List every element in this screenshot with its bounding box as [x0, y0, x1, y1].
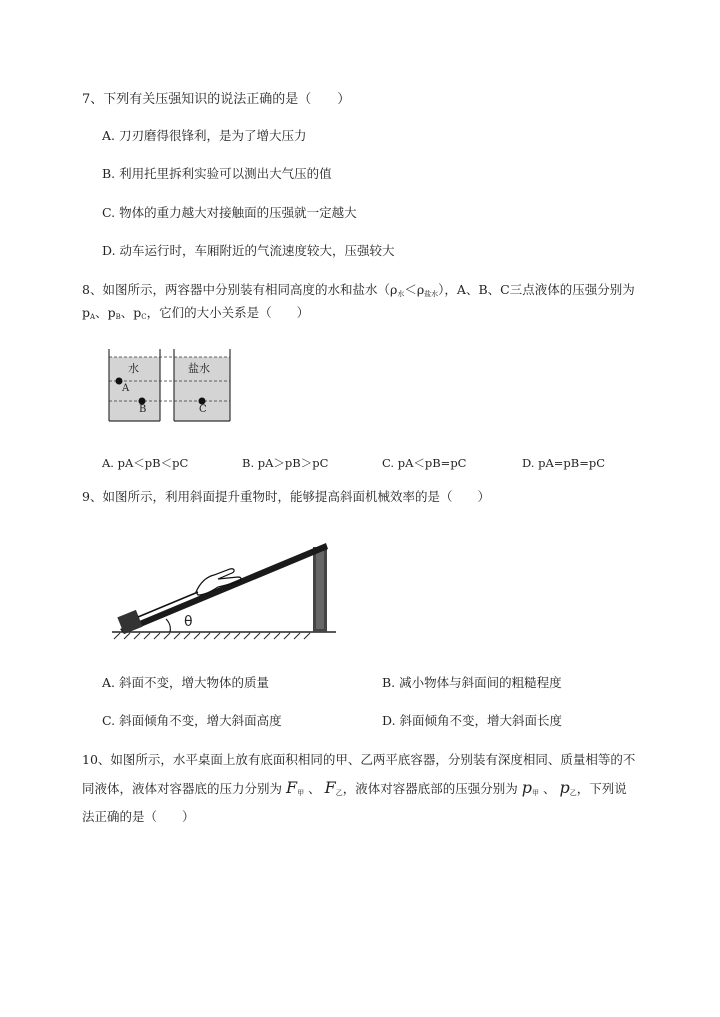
option-text: 斜面不变，增大物体的质量: [119, 675, 270, 690]
p-symbol: 、p: [120, 305, 142, 320]
option-label: D.: [382, 713, 396, 728]
subscript-b: B: [115, 313, 121, 321]
force-symbol: F: [286, 778, 298, 797]
q10-text-c: ，下列说: [576, 781, 627, 796]
q10-text-b: ，液体对容器底部的压强分别为: [342, 781, 518, 796]
pressure-symbol: p: [521, 778, 532, 797]
saltwater-label: 盐水: [188, 362, 210, 375]
water-label: 水: [128, 362, 139, 375]
q9-option-a[interactable]: [102, 675, 269, 691]
option-label: D.: [102, 243, 116, 258]
option-text: 利用托里拆利实验可以测出大气压的值: [119, 166, 332, 181]
option-label: C.: [382, 456, 395, 470]
p-symbol: 、p: [95, 305, 116, 320]
option-text: 刀刃磨得很锋利，是为了增大压力: [119, 128, 307, 143]
subscript-c: C: [141, 313, 147, 321]
separator: 、: [308, 781, 321, 796]
q8-containers-figure: [108, 347, 232, 423]
q9-incline-figure: [108, 535, 338, 645]
option-label: B.: [102, 166, 116, 181]
q8-option-c[interactable]: [382, 455, 466, 471]
option-text: pA＜pB=pC: [397, 456, 467, 470]
subscript-yi: 乙: [335, 789, 343, 797]
less-than-rho: ＜ρ: [404, 282, 425, 297]
option-text: 减小物体与斜面间的粗糙程度: [399, 675, 562, 690]
option-text: 斜面倾角不变，增大斜面高度: [119, 713, 282, 728]
q8-stem-rest: ，它们的大小关系是（ ）: [146, 305, 310, 320]
q9-option-b[interactable]: [382, 675, 562, 691]
subscript-yi: 乙: [569, 789, 577, 797]
q8-option-d[interactable]: [522, 455, 605, 471]
q7-option-b[interactable]: [102, 166, 332, 182]
rho-water-subscript: 水: [397, 290, 405, 298]
option-text: pA＜pB＜pC: [117, 456, 189, 470]
q8-option-a[interactable]: [102, 455, 188, 471]
option-text: 斜面倾角不变，增大斜面长度: [399, 713, 563, 728]
subscript-jia: 甲: [531, 789, 539, 797]
option-text: pA=pB=pC: [538, 456, 606, 470]
option-label: B.: [382, 675, 396, 690]
option-label: A.: [102, 128, 116, 143]
q10-text-a: 同液体，液体对容器底的压力分别为: [82, 781, 283, 796]
q9-stem: 9、如图所示，利用斜面提升重物时，能够提高斜面机械效率的是（ ）: [82, 489, 490, 504]
q7-option-c[interactable]: [102, 205, 357, 221]
option-label: C.: [102, 205, 116, 220]
option-text: pA＞pB＞pC: [257, 456, 329, 470]
point-c-label: C: [199, 404, 207, 415]
q7-option-a[interactable]: [102, 128, 307, 144]
q10-stem-line1: 10、如图所示，水平桌面上放有底面积相同的甲、乙两平底容器，分别装有深度相同、质量相等的不: [82, 752, 636, 767]
q9-option-c[interactable]: [102, 713, 282, 729]
force-symbol: F: [324, 778, 336, 797]
option-label: D.: [522, 456, 535, 470]
q8-stem-text: 8、如图所示，两容器中分别装有相同高度的水和盐水（ρ: [82, 282, 398, 297]
subscript-jia: 甲: [297, 789, 305, 797]
separator: 、: [542, 781, 556, 796]
q8-option-b[interactable]: [242, 455, 328, 471]
option-text: 物体的重力越大对接触面的压强就一定越大: [119, 205, 357, 220]
q10-stem-line2: [82, 780, 627, 801]
q8-stem-line2: [82, 305, 309, 325]
p-symbol: p: [82, 305, 91, 320]
option-label: A.: [102, 675, 116, 690]
q9-option-d[interactable]: [382, 713, 562, 729]
q7-stem: 7、下列有关压强知识的说法正确的是（ ）: [82, 92, 351, 107]
subscript-a: A: [90, 313, 96, 321]
option-label: B.: [242, 456, 255, 470]
rho-salt-subscript: 盐水: [424, 290, 439, 298]
q8-stem-line1: [82, 282, 635, 302]
q8-stem-text2: ），A、B、C三点液体的压强分别为: [438, 282, 635, 297]
q7-option-d[interactable]: [102, 243, 395, 259]
option-text: 动车运行时，车厢附近的气流速度较大，压强较大: [119, 243, 395, 258]
point-b-label: B: [139, 404, 147, 415]
pressure-symbol: p: [559, 778, 570, 797]
q10-stem-line3: 法正确的是（ ）: [82, 809, 195, 824]
point-a-label: A: [122, 383, 130, 394]
option-label: A.: [102, 456, 114, 470]
option-label: C.: [102, 713, 116, 728]
theta-label: θ: [184, 614, 193, 630]
